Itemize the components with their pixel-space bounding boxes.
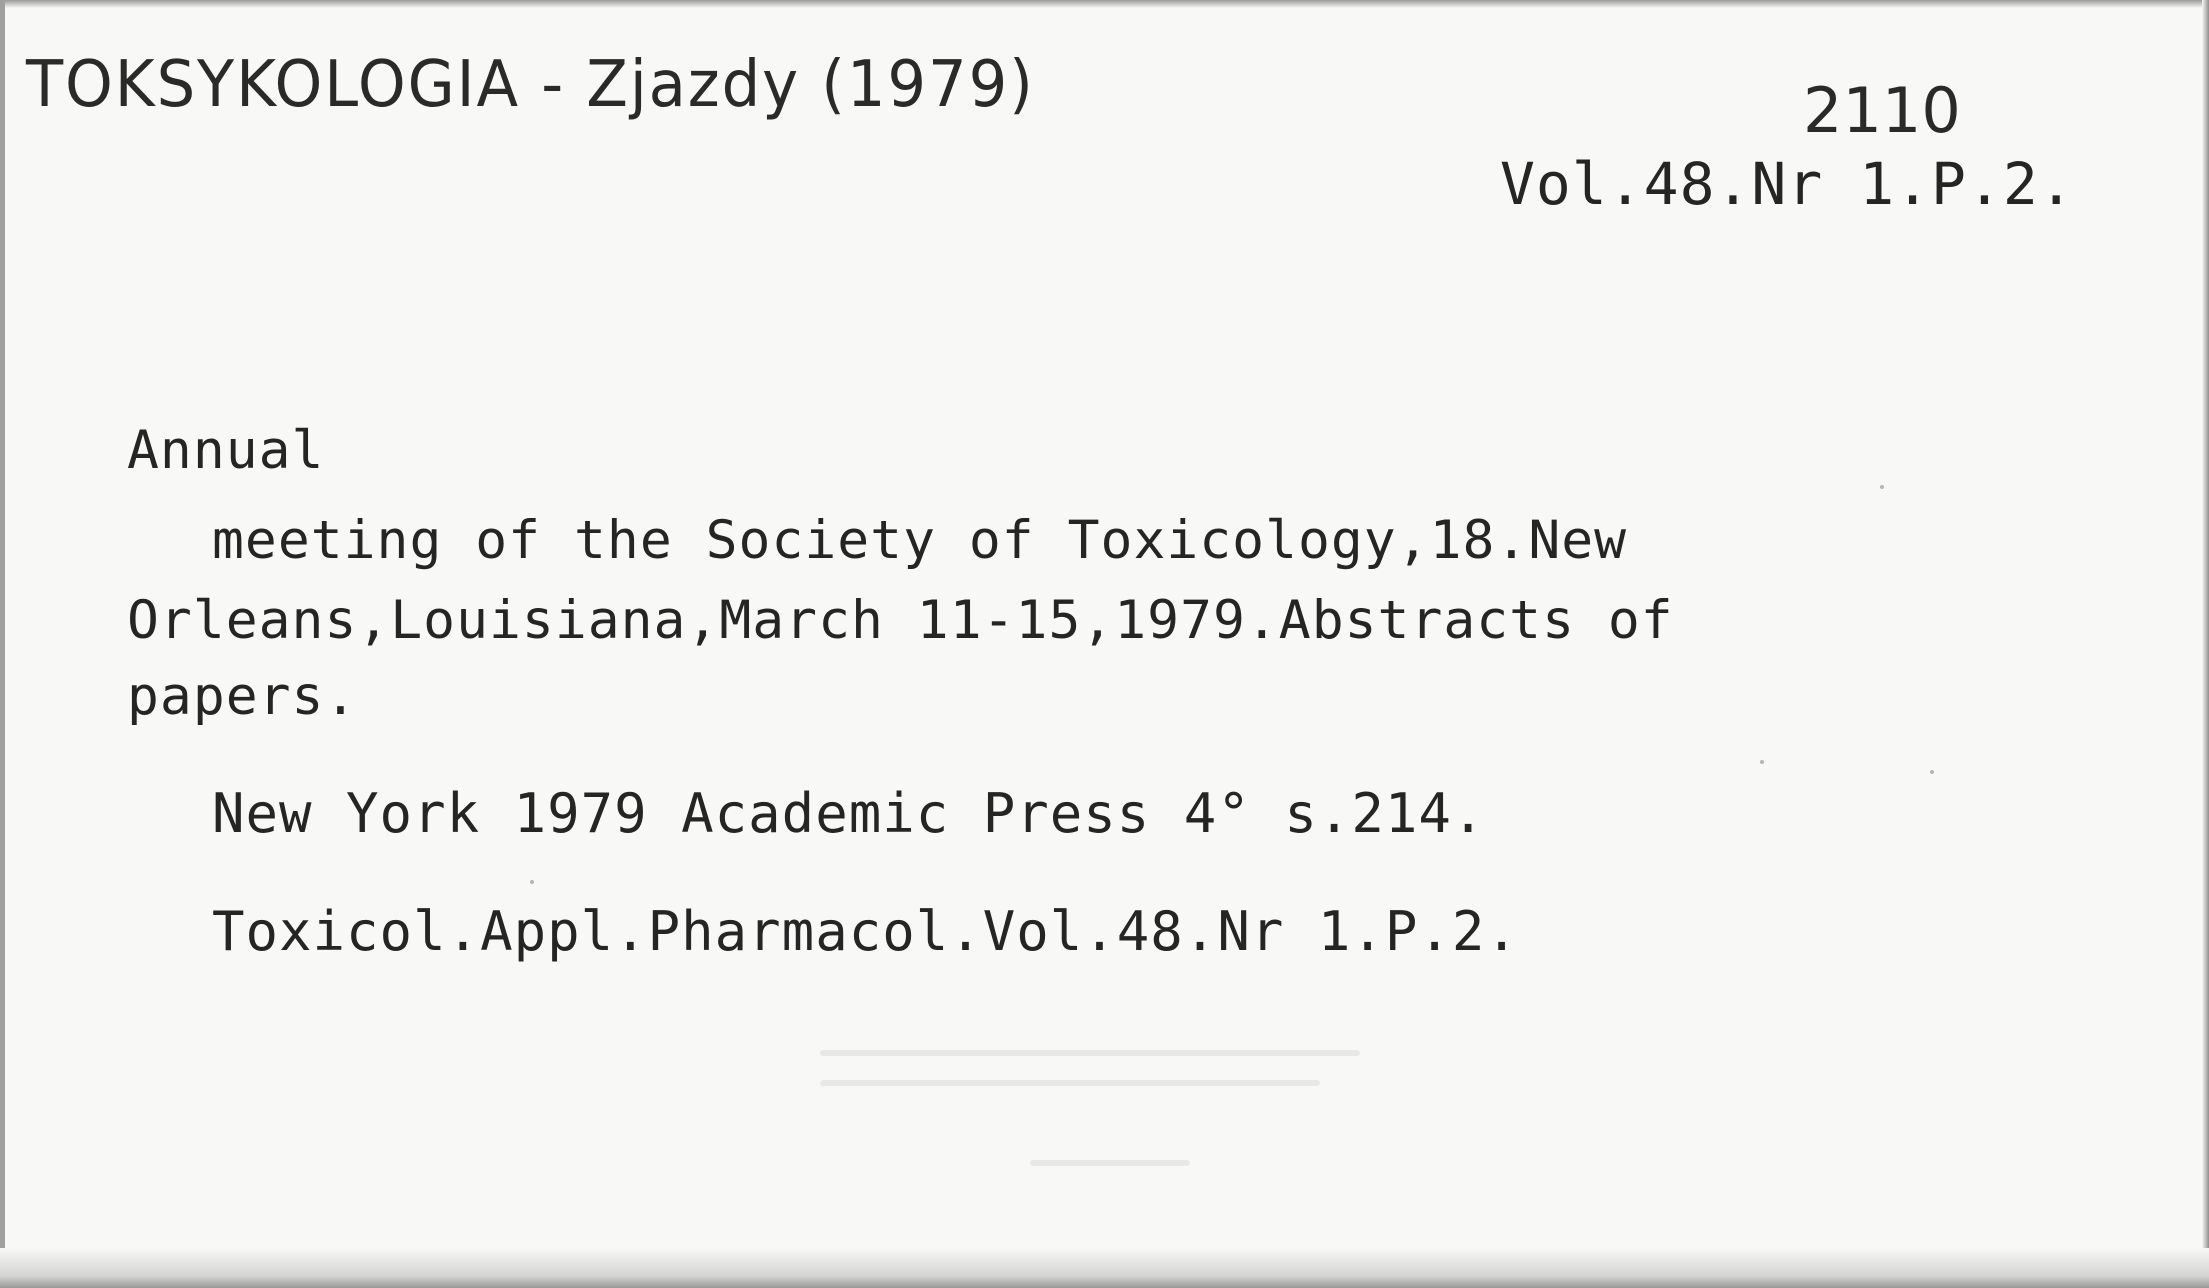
speck [1760, 760, 1764, 764]
card-bottom-edge [0, 1248, 2209, 1288]
imprint-line: New York 1979 Academic Press 4° s.214. [212, 782, 1486, 845]
title-line: papers. [127, 666, 358, 727]
show-through-mark [1030, 1160, 1190, 1166]
location-code: Vol.48.Nr 1.P.2. [1500, 150, 2075, 218]
title-line: Orleans,Louisiana,March 11-15,1979.Abstracts of [127, 590, 1674, 651]
speck [1930, 770, 1934, 774]
speck [530, 880, 534, 884]
show-through-mark [820, 1050, 1360, 1056]
title-line: meeting of the Society of Toxicology,18.New [212, 510, 1628, 571]
series-line: Toxicol.Appl.Pharmacol.Vol.48.Nr 1.P.2. [212, 900, 1519, 963]
call-number: 2110 [1803, 74, 1961, 147]
speck [1880, 485, 1884, 489]
show-through-mark [820, 1080, 1320, 1086]
card-top-edge [0, 0, 2209, 8]
subject-heading: TOKSYKOLOGIA - Zjazdy (1979) [26, 48, 1035, 122]
title-line: Annual [127, 420, 325, 481]
card-right-edge [2202, 0, 2209, 1288]
card-left-edge [0, 0, 5, 1288]
